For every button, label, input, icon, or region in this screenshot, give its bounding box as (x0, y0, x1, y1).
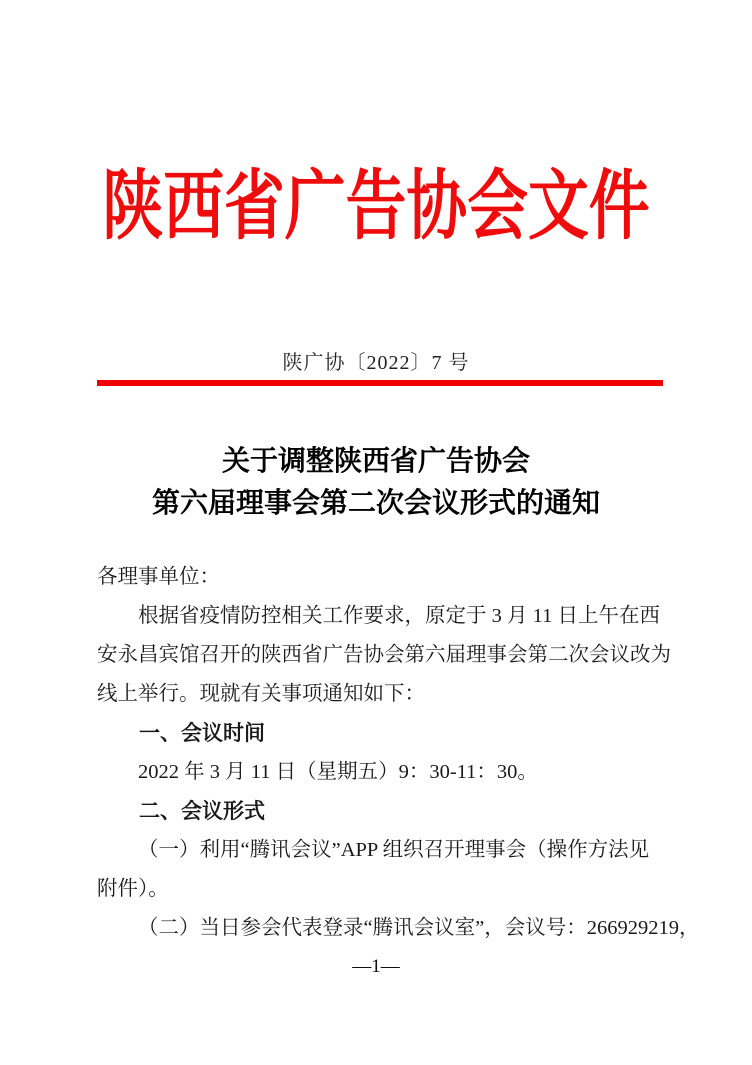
page-number: —1— (352, 956, 400, 977)
body-line: 附件）。 (97, 878, 169, 900)
document-title (0, 441, 752, 525)
body-line: 安永昌宾馆召开的陕西省广告协会第六届理事会第二次会议改为 (97, 644, 671, 666)
document-title-line1: 关于调整陕西省广告协会 (221, 446, 530, 477)
letterhead-org-title (0, 162, 752, 252)
section-heading: 二、会议形式 (139, 800, 265, 823)
body-line: （二）当日参会代表登录“腾讯会议室”，会议号：266929219， (138, 917, 700, 939)
document-body (97, 558, 700, 948)
document-title-line2: 第六届理事会第二次会议形式的通知 (151, 488, 600, 519)
letterhead-org-title-text: 陕西省广告协会文件 (102, 165, 650, 249)
body-line: （一）利用“腾讯会议”APP 组织召开理事会（操作方法见 (138, 839, 650, 861)
body-line: 各理事单位： (97, 566, 220, 588)
letterhead-red-rule (97, 380, 663, 386)
body-line: 线上举行。现就有关事项通知如下： (97, 683, 425, 705)
body-line: 2022 年 3 月 11 日（星期五）9：30-11：30。 (138, 761, 538, 783)
section-heading: 一、会议时间 (139, 722, 265, 745)
body-line: 根据省疫情防控相关工作要求，原定于 3 月 11 日上午在西 (138, 605, 660, 627)
document-reference-number: 陕广协〔2022〕7 号 (282, 352, 470, 374)
